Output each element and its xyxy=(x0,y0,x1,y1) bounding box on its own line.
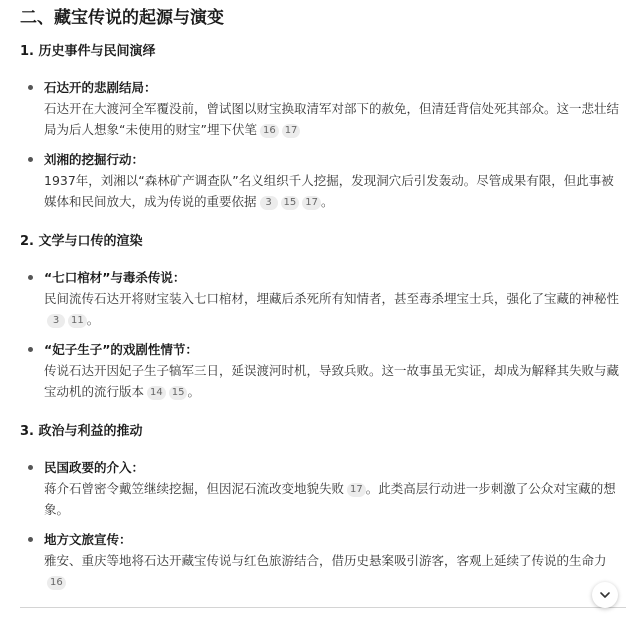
list-item xyxy=(20,530,626,592)
citation-badge[interactable]: 3 xyxy=(260,196,278,210)
item-body xyxy=(44,170,626,212)
item-list xyxy=(20,78,626,212)
citation-badge[interactable]: 17 xyxy=(347,483,366,497)
list-item xyxy=(20,78,626,140)
subsection-1 xyxy=(20,42,626,212)
scroll-down-button[interactable] xyxy=(592,582,618,608)
citation-badge[interactable]: 15 xyxy=(281,196,300,210)
item-tail: 。 xyxy=(86,312,100,327)
item-body xyxy=(44,360,626,402)
item-list xyxy=(20,268,626,402)
item-body xyxy=(44,98,626,140)
item-title: 民国政要的介入： xyxy=(44,460,145,475)
bullet-icon xyxy=(28,157,33,162)
item-tail: 。此类高层行动进一步刺激了公众对宝藏的想象。 xyxy=(44,481,616,517)
item-text: 传说石达开因妃子生子犒军三日，延误渡河时机，导致兵败。这一故事虽无实证，却成为解释其失败与藏宝动机的流行版本 xyxy=(44,363,620,399)
item-text: 石达开在大渡河全军覆没前，曾试图以财宝换取清军对部下的赦免，但清廷背信处死其部众。这一悲壮结局为后人想象“未使用的财宝”埋下伏笔 xyxy=(44,101,620,137)
subsection-title: 1. 历史事件与民间演绎 xyxy=(20,44,156,59)
bullet-icon xyxy=(28,537,33,542)
list-item xyxy=(20,268,626,330)
bullet-icon xyxy=(28,347,33,352)
item-title: 石达开的悲剧结局： xyxy=(44,80,157,95)
citation-badge[interactable]: 11 xyxy=(68,314,87,328)
citation-badge[interactable]: 15 xyxy=(169,386,188,400)
item-title: “妃子生子”的戏剧性情节： xyxy=(44,342,198,357)
item-body xyxy=(44,478,626,520)
subsection-2 xyxy=(20,232,626,402)
citation-badge[interactable]: 14 xyxy=(147,386,166,400)
bullet-icon xyxy=(28,275,33,280)
item-tail: 。 xyxy=(187,384,200,399)
list-item xyxy=(20,150,626,212)
list-item xyxy=(20,458,626,520)
list-item xyxy=(20,340,626,402)
citation-badge[interactable]: 16 xyxy=(260,124,279,138)
item-title: “七口棺材”与毒杀传说： xyxy=(44,270,186,285)
bullet-icon xyxy=(28,465,33,470)
item-body xyxy=(44,288,626,330)
citation-badge[interactable]: 3 xyxy=(47,314,65,328)
item-text: 雅安、重庆等地将石达开藏宝传说与红色旅游结合，借历史悬案吸引游客，客观上延续了传说的生命力 xyxy=(44,553,607,568)
subsection-title: 3. 政治与利益的推动 xyxy=(20,424,143,439)
item-text: 1937年，刘湘以“森林矿产调查队”名义组织千人挖掘，发现洞穴后引发轰动。尽管成果有限，但此事被媒体和民间放大，成为传说的重要依据 xyxy=(44,173,614,209)
item-body xyxy=(44,550,626,592)
subsection-title: 2. 文学与口传的渲染 xyxy=(20,234,143,249)
item-text: 蒋介石曾密令戴笠继续挖掘，但因泥石流改变地貌失败 xyxy=(44,481,345,496)
subsection-3 xyxy=(20,422,626,592)
citation-badge[interactable]: 16 xyxy=(47,576,66,590)
bottom-divider xyxy=(20,607,626,608)
citation-badge[interactable]: 17 xyxy=(282,124,301,138)
item-title: 地方文旅宣传： xyxy=(44,532,132,547)
section-heading: 二、藏宝传说的起源与演变 xyxy=(20,8,224,28)
item-text: 民间流传石达开将财宝装入七口棺材，埋藏后杀死所有知情者，甚至毒杀埋宝士兵，强化了宝藏的神秘性 xyxy=(44,291,620,306)
item-tail: 。 xyxy=(320,194,334,209)
citation-badge[interactable]: 17 xyxy=(302,196,321,210)
item-title: 刘湘的挖掘行动： xyxy=(44,152,145,167)
bullet-icon xyxy=(28,85,33,90)
chevron-down-icon xyxy=(599,589,611,601)
item-list xyxy=(20,458,626,592)
